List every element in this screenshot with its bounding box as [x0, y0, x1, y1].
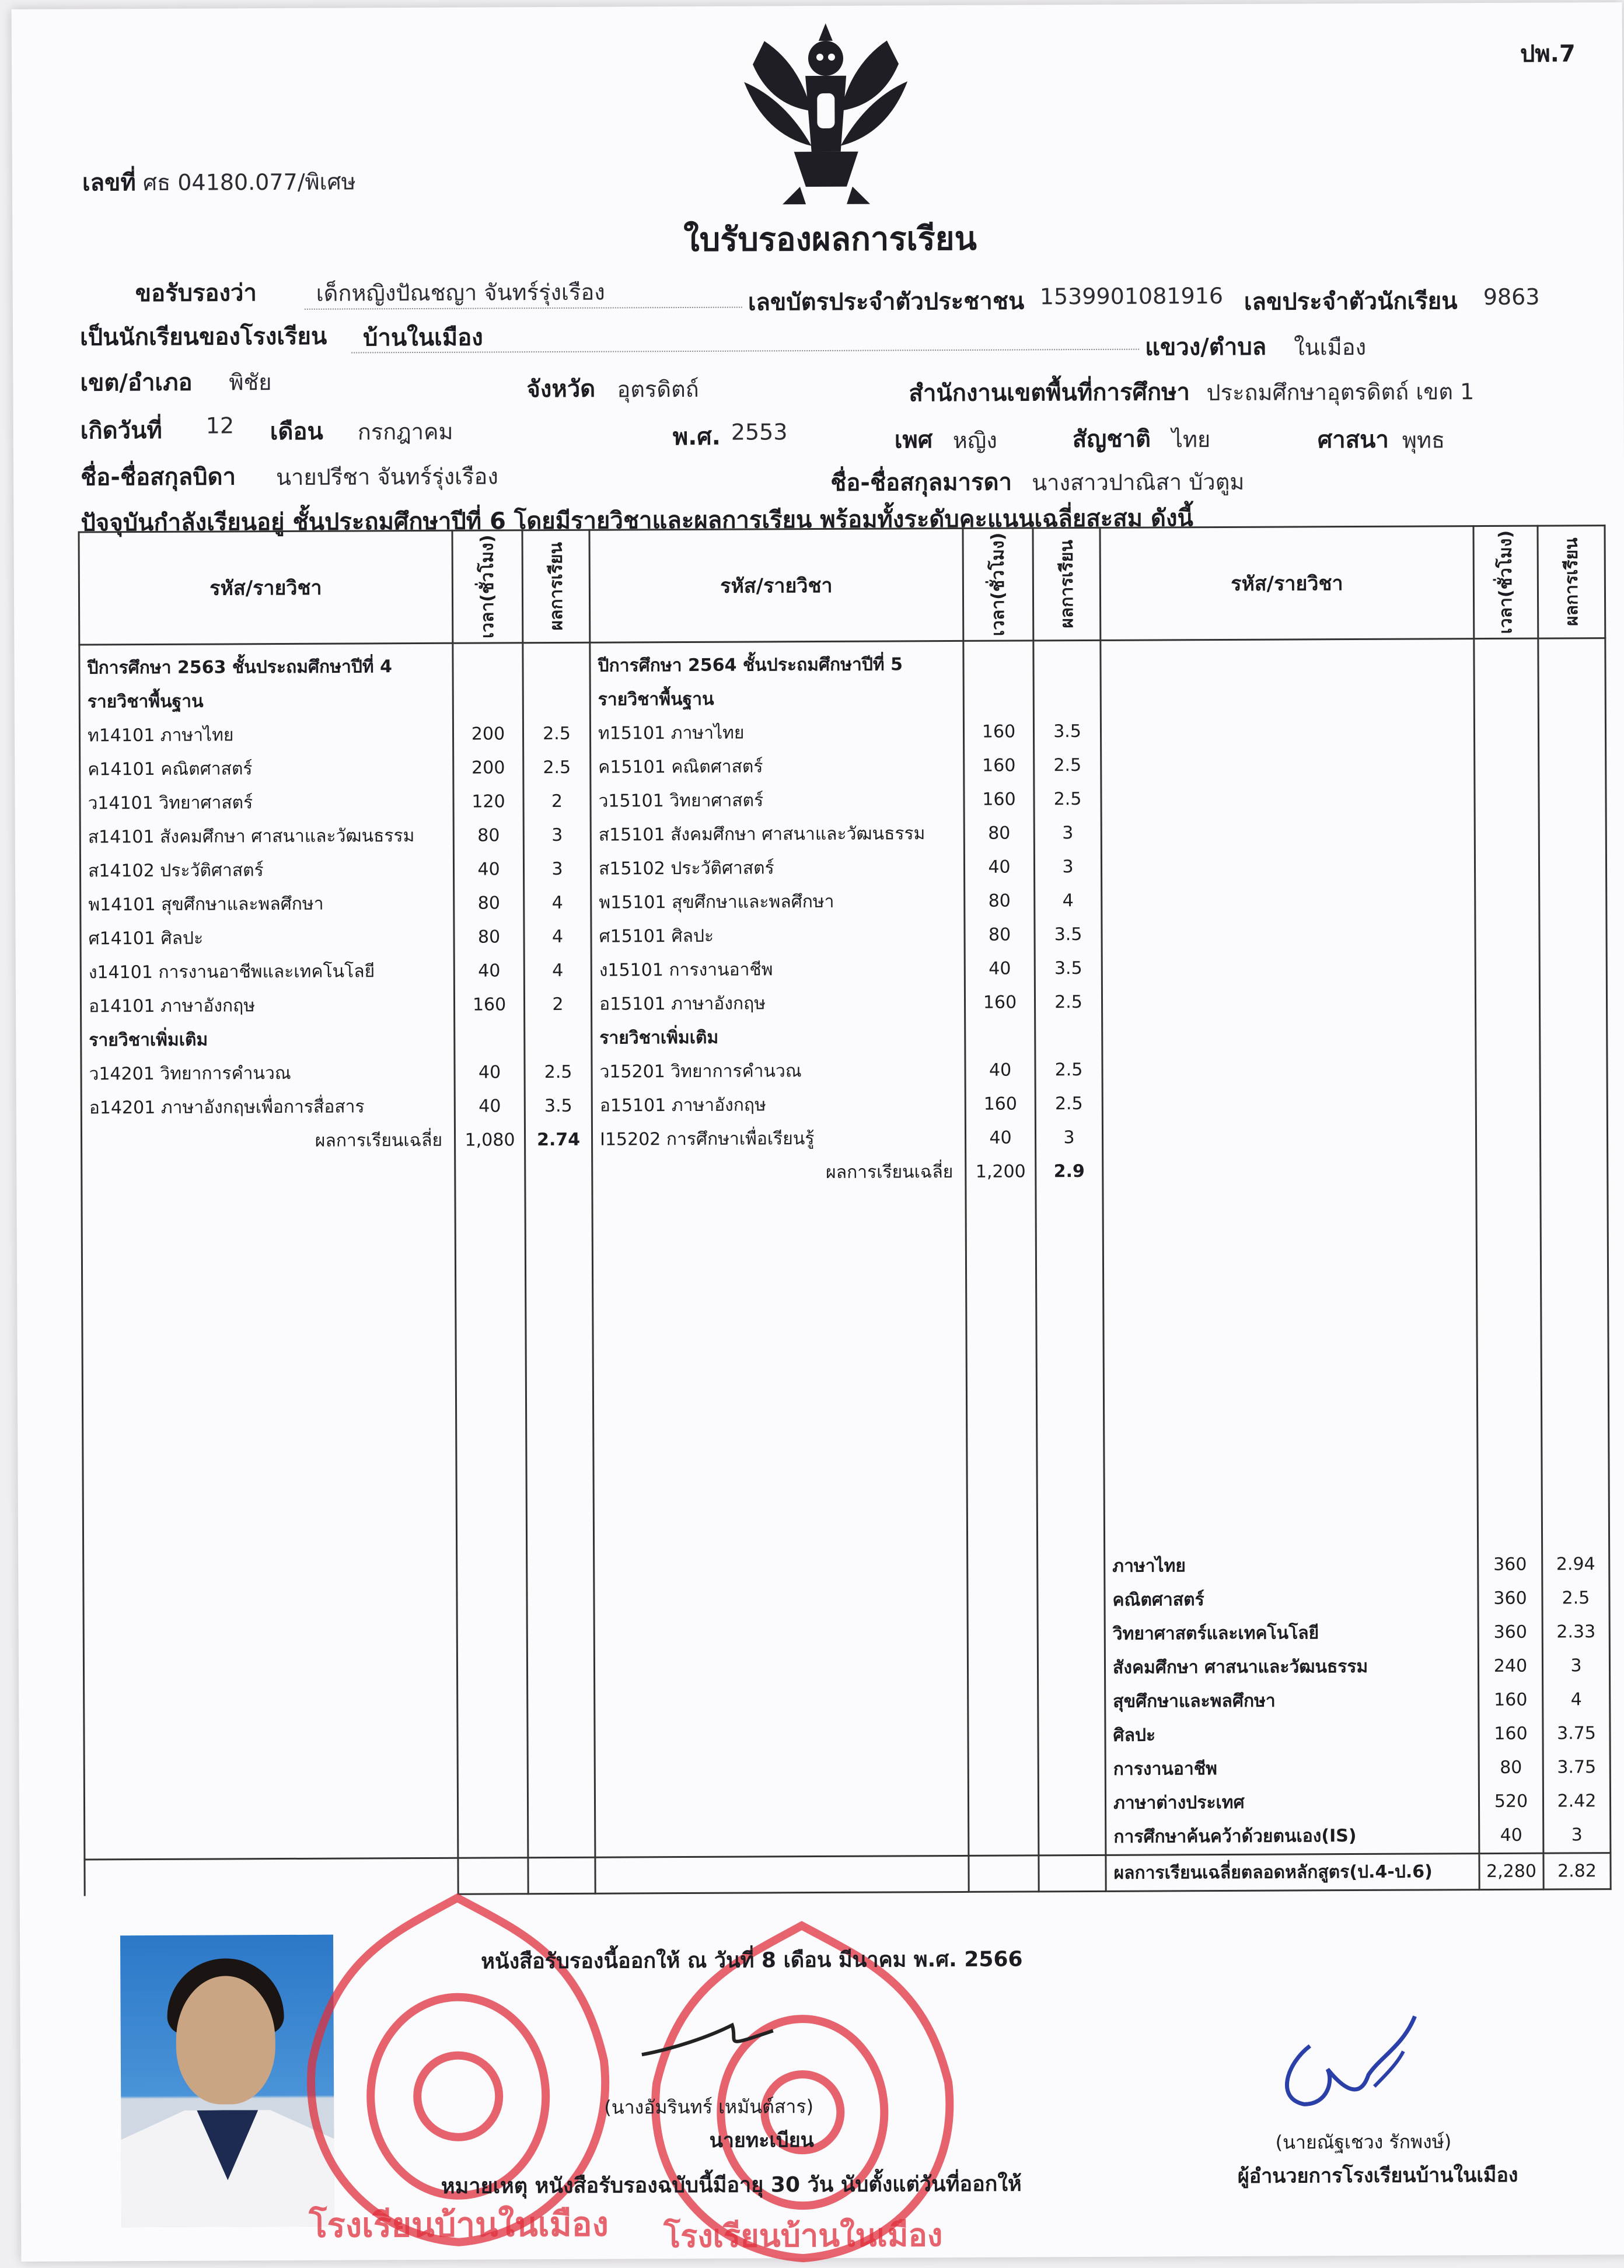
subdistrict-label: แขวง/ตำบล: [1145, 333, 1267, 361]
subject-cell: ศ15101 ศิลปะ: [599, 925, 714, 947]
hours-cell: 160: [982, 721, 1016, 742]
nationality: ไทย: [1171, 427, 1211, 453]
hours-cell: 1,200: [975, 1161, 1026, 1182]
grade-cell: 3.75: [1557, 1723, 1596, 1744]
subject-cell: ง14101 การงานอาชีพและเทคโนโลยี: [88, 961, 375, 983]
grade-cell: 3.5: [1054, 924, 1082, 945]
student-no-label: เลขประจำตัวนักเรียน: [1244, 288, 1458, 316]
col-subject-header: รหัส/รายวิชา: [79, 530, 453, 645]
birth-month-label: เดือน: [270, 418, 323, 446]
garuda-emblem-icon: [741, 17, 911, 210]
subject-cell: I15202 การศึกษาเพื่อเรียนรู้: [599, 1128, 815, 1150]
grade-cell: 3: [1570, 1655, 1582, 1676]
grade-cell: 2.42: [1557, 1791, 1597, 1812]
subject-cell: ปีการศึกษา 2563 ชั้นประถมศึกษาปีที่ 4: [87, 656, 393, 679]
doc-number: [82, 162, 356, 201]
subject-cell: วิทยาศาสตร์และเทคโนโลยี: [1112, 1623, 1319, 1644]
hours-cell: 80: [477, 825, 500, 846]
summary-subjects: [1101, 639, 1479, 1855]
subject-cell: พ15101 สุขศึกษาและพลศึกษา: [599, 891, 834, 913]
subject-cell: สังคมศึกษา ศาสนาและวัฒนธรรม: [1112, 1656, 1368, 1678]
subject-cell: ค15101 คณิตศาสตร์: [598, 756, 763, 778]
subject-cell: ภาษาต่างประเทศ: [1113, 1792, 1245, 1813]
subdistrict: ในเมือง: [1294, 334, 1367, 361]
school-label: เป็นนักเรียนของโรงเรียน: [79, 323, 327, 351]
year5-grades: [1033, 640, 1106, 1855]
hours-cell: 40: [989, 1127, 1012, 1148]
overall-grade: 2.82: [1543, 1853, 1611, 1890]
sex: หญิง: [952, 427, 997, 454]
student-no: 9863: [1483, 284, 1540, 310]
grade-cell: 2: [551, 791, 563, 812]
birth-year: 2553: [731, 419, 788, 445]
hours-cell: 160: [983, 1093, 1017, 1114]
grade-cell: 2.5: [543, 723, 571, 745]
hours-cell: [454, 683, 522, 718]
grade-cell: 2.74: [536, 1129, 581, 1151]
subject-cell: ว14201 วิทยาการคำนวณ: [89, 1063, 291, 1085]
hours-cell: 520: [1494, 1791, 1528, 1812]
grade-cell: 3.75: [1557, 1757, 1597, 1778]
hours-cell: 80: [988, 890, 1011, 911]
subject-cell: รายวิชาพื้นฐาน: [598, 689, 714, 710]
year4-hours: [453, 643, 528, 1858]
sex-label: เพศ: [894, 427, 933, 454]
hours-cell: 200: [472, 757, 505, 778]
registrar-name: (นางอัมรินทร์ เหมันต์สาร): [604, 2095, 814, 2119]
year5-subjects: [590, 641, 969, 1857]
col-grade-header: ผลการเรียน: [1033, 527, 1101, 640]
subject-cell: อ14101 ภาษาอังกฤษ: [88, 995, 256, 1017]
hours-cell: 80: [477, 893, 500, 914]
subject-cell: ว15201 วิทยาการคำนวณ: [599, 1061, 802, 1082]
grade-cell: [1036, 1019, 1101, 1053]
grade-cell: 4: [1062, 890, 1074, 911]
col-subject-header: รหัส/รายวิชา: [1100, 526, 1474, 641]
grade-cell: 2.5: [1054, 992, 1082, 1013]
grade-cell: 3: [1062, 823, 1074, 844]
nationality-label: สัญชาติ: [1072, 425, 1151, 453]
hours-cell: 160: [472, 994, 507, 1015]
hours-cell: 40: [989, 958, 1011, 979]
subject-cell: ศิลปะ: [1113, 1725, 1156, 1746]
hours-cell: 200: [471, 724, 505, 745]
hours-cell: 40: [988, 857, 1011, 878]
subject-cell: ปีการศึกษา 2564 ชั้นประถมศึกษาปีที่ 5: [598, 654, 903, 676]
grade-cell: 2.5: [1053, 755, 1082, 776]
summary-grades: [1538, 638, 1611, 1853]
hours-cell: 160: [1494, 1723, 1528, 1744]
hours-cell: [965, 681, 1033, 715]
school-stamp-text: โรงเรียนบ้านในเมือง: [663, 2217, 943, 2255]
col-grade-header: ผลการเรียน: [522, 530, 590, 642]
father-label: ชื่อ-ชื่อสกุลบิดา: [80, 463, 236, 491]
summary-hours: [1474, 638, 1543, 1853]
mother-name: นางสาวปาณิสา บัวตูม: [1032, 469, 1245, 496]
area-label: สำนักงานเขตพื้นที่การศึกษา: [909, 379, 1190, 407]
religion-label: ศาสนา: [1317, 426, 1389, 454]
year5-hours: [963, 641, 1039, 1856]
note: หมายเหตุ หนังสือรับรองฉบับนี้มีอายุ 30 วัน นับตั้งแต่วันที่ออกให้: [441, 2172, 1022, 2199]
birth-year-label: พ.ศ.: [672, 423, 721, 451]
grade-cell: 4: [1570, 1689, 1582, 1710]
hours-cell: [453, 649, 522, 684]
hours-cell: 120: [472, 791, 505, 812]
birth-day-label: เกิดวันที่: [80, 417, 162, 445]
subject-cell: พ14101 สุขศึกษาและพลศึกษา: [88, 893, 324, 915]
col-hours-header: เวลา(ชั่วโมง): [1473, 526, 1538, 638]
id-number: 1539901081916: [1039, 282, 1224, 310]
hours-cell: 160: [1494, 1689, 1528, 1710]
subject-cell: ส15102 ประวัติศาสตร์: [598, 858, 774, 879]
religion: พุทธ: [1402, 427, 1445, 453]
col-grade-header: ผลการเรียน: [1538, 526, 1605, 639]
hours-cell: 40: [477, 859, 500, 880]
hours-cell: 80: [477, 927, 501, 948]
father-name: นายปรีชา จันทร์รุ่งเรือง: [275, 463, 498, 491]
subject-cell: อ14201 ภาษาอังกฤษเพื่อการสื่อสาร: [89, 1096, 365, 1119]
registrar-title: นายทะเบียน: [709, 2129, 814, 2152]
grade-cell: 2.5: [1054, 1060, 1083, 1081]
subject-cell: การศึกษาค้นคว้าด้วยตนเอง(IS): [1113, 1826, 1357, 1847]
average-label: ผลการเรียนเฉลี่ย: [826, 1162, 954, 1183]
hours-cell: 40: [479, 1096, 501, 1117]
subject-cell: สุขศึกษาและพลศึกษา: [1113, 1690, 1276, 1712]
school-name: บ้านในเมือง: [362, 324, 483, 352]
grade-cell: 3: [551, 824, 563, 846]
page-title: ใบรับรองผลการเรียน: [683, 219, 977, 260]
hours-cell: 80: [988, 823, 1011, 844]
grade-cell: 2.5: [1053, 789, 1082, 810]
hours-cell: 40: [989, 1060, 1012, 1081]
certificate-paper: [12, 2, 1624, 2262]
grade-cell: [1035, 681, 1100, 715]
hours-cell: 160: [983, 992, 1017, 1013]
grade-cell: 2.9: [1053, 1161, 1085, 1182]
grade-cell: 3: [1063, 1127, 1075, 1148]
grade-cell: 3: [1062, 857, 1074, 878]
subject-cell: ว14101 วิทยาศาสตร์: [88, 792, 253, 814]
subject-cell: ง15101 การงานอาชีพ: [599, 959, 773, 981]
subject-cell: ส14102 ประวัติศาสตร์: [88, 860, 264, 882]
doc-number-value: ศธ 04180.077/พิเศษ: [142, 169, 356, 196]
province: อุตรดิตถ์: [617, 376, 699, 403]
hours-cell: 1,080: [465, 1130, 515, 1151]
subject-cell: ส14101 สังคมศึกษา ศาสนาและวัฒนธรรม: [88, 826, 415, 848]
statement: ปัจจุบันกำลังเรียนอยู่ ชั้นประถมศึกษาปีที่ 6 โดยมีรายวิชาและผลการเรียน พร้อมทั้งระดับคะแนนเฉลี่ยสะสม ดังนี้: [81, 505, 1193, 537]
hours-cell: [455, 1022, 523, 1056]
grade-cell: 2.5: [1054, 1093, 1083, 1114]
grade-cell: [523, 649, 589, 683]
hours-cell: 80: [988, 924, 1011, 945]
grade-cell: [524, 683, 589, 717]
grade-cell: 2.33: [1556, 1622, 1596, 1643]
hours-cell: 360: [1493, 1588, 1527, 1609]
hours-cell: 360: [1493, 1622, 1527, 1643]
subject-cell: ท15101 ภาษาไทย: [598, 722, 745, 744]
hours-cell: 240: [1493, 1655, 1528, 1676]
hours-cell: 160: [982, 789, 1016, 810]
grade-cell: 3: [1571, 1825, 1583, 1846]
overall-label: ผลการเรียนเฉลี่ยตลอดหลักสูตร(ป.4-ป.6): [1106, 1854, 1479, 1892]
school-stamp-icon: [277, 1885, 640, 2260]
col-subject-header: รหัส/รายวิชา: [589, 528, 963, 642]
hours-cell: 40: [1500, 1825, 1522, 1846]
grade-cell: 3.5: [1053, 721, 1081, 742]
year4-subjects: [79, 643, 458, 1860]
grades-table: [78, 525, 1611, 1896]
district-label: เขต/อำเภอ: [80, 369, 193, 397]
grade-cell: [1034, 647, 1099, 681]
col-hours-header: เวลา(ชั่วโมง): [452, 530, 523, 644]
form-code: ปพ.7: [1520, 40, 1576, 68]
grade-cell: 3: [551, 858, 563, 880]
subject-cell: รายวิชาเพิ่มเติม: [599, 1027, 719, 1049]
grade-cell: 3.5: [1054, 958, 1082, 979]
grade-cell: 4: [552, 960, 564, 981]
subject-cell: รายวิชาเพิ่มเติม: [89, 1029, 208, 1051]
hours-cell: 40: [478, 1062, 501, 1083]
subject-cell: ท14101 ภาษาไทย: [87, 725, 234, 746]
grade-cell: 2.5: [544, 1061, 572, 1083]
overall-hours: 2,280: [1479, 1853, 1543, 1889]
subject-cell: อ15101 ภาษาอังกฤษ: [599, 1095, 766, 1116]
year4-grades: [523, 642, 595, 1857]
issue-text: หนังสือรับรองนี้ออกให้ ณ วันที่ 8 เดือน มีนาคม พ.ศ. 2566: [481, 1947, 1023, 1974]
id-label: เลขบัตรประจำตัวประชาชน: [748, 288, 1025, 316]
doc-number-label: เลขที่: [82, 169, 136, 197]
hours-cell: 40: [478, 960, 501, 981]
subject-cell: รายวิชาพื้นฐาน: [87, 691, 204, 712]
district: พิชัย: [229, 369, 272, 396]
subject-cell: ภาษาไทย: [1112, 1556, 1186, 1577]
province-label: จังหวัด: [526, 375, 596, 403]
grade-cell: 4: [551, 892, 563, 914]
subject-cell: ส15101 สังคมศึกษา ศาสนาและวัฒนธรรม: [598, 823, 925, 845]
birth-day: 12: [205, 413, 235, 439]
average-label: ผลการเรียนเฉลี่ย: [315, 1130, 443, 1151]
subject-cell: อ15101 ภาษาอังกฤษ: [599, 993, 766, 1015]
grade-cell: 2.5: [543, 757, 571, 778]
director-name: (นายณัฐเชวง รักพงษ์): [1275, 2130, 1452, 2154]
col-hours-header: เวลา(ชั่วโมง): [963, 528, 1033, 641]
subject-cell: ค14101 คณิตศาสตร์: [88, 759, 253, 780]
certify-label: ขอรับรองว่า: [135, 279, 257, 307]
director-title: ผู้อำนวยการโรงเรียนบ้านในเมือง: [1237, 2163, 1518, 2188]
birth-month: กรกฎาคม: [357, 418, 453, 445]
hours-cell: 360: [1493, 1554, 1527, 1575]
mother-label: ชื่อ-ชื่อสกุลมารดา: [830, 469, 1012, 497]
hours-cell: [964, 647, 1032, 682]
grade-cell: 3.5: [544, 1095, 572, 1117]
grade-cell: [525, 1022, 591, 1056]
grade-cell: 2: [552, 994, 564, 1015]
subject-cell: คณิตศาสตร์: [1112, 1589, 1204, 1610]
grade-cell: 2.5: [1562, 1588, 1590, 1609]
grade-cell: 4: [551, 926, 564, 948]
registrar-signature-icon: [639, 2013, 779, 2066]
hours-cell: 160: [982, 755, 1016, 776]
hours-cell: [966, 1019, 1034, 1054]
table-header-row: [79, 526, 1605, 645]
grade-cell: 2.94: [1556, 1554, 1595, 1575]
area: ประถมศึกษาอุตรดิตถ์ เขต 1: [1206, 379, 1475, 406]
subject-cell: ว15101 วิทยาศาสตร์: [598, 790, 764, 812]
subject-cell: ศ14101 ศิลปะ: [88, 928, 204, 949]
hours-cell: 80: [1500, 1757, 1522, 1778]
student-name: เด็กหญิงปัณชญา จันทร์รุ่งเรือง: [316, 279, 605, 306]
school-stamp-text: โรงเรียนบ้านในเมือง: [309, 2204, 609, 2245]
subject-cell: การงานอาชีพ: [1113, 1759, 1217, 1780]
director-signature-icon: [1263, 2010, 1439, 2122]
